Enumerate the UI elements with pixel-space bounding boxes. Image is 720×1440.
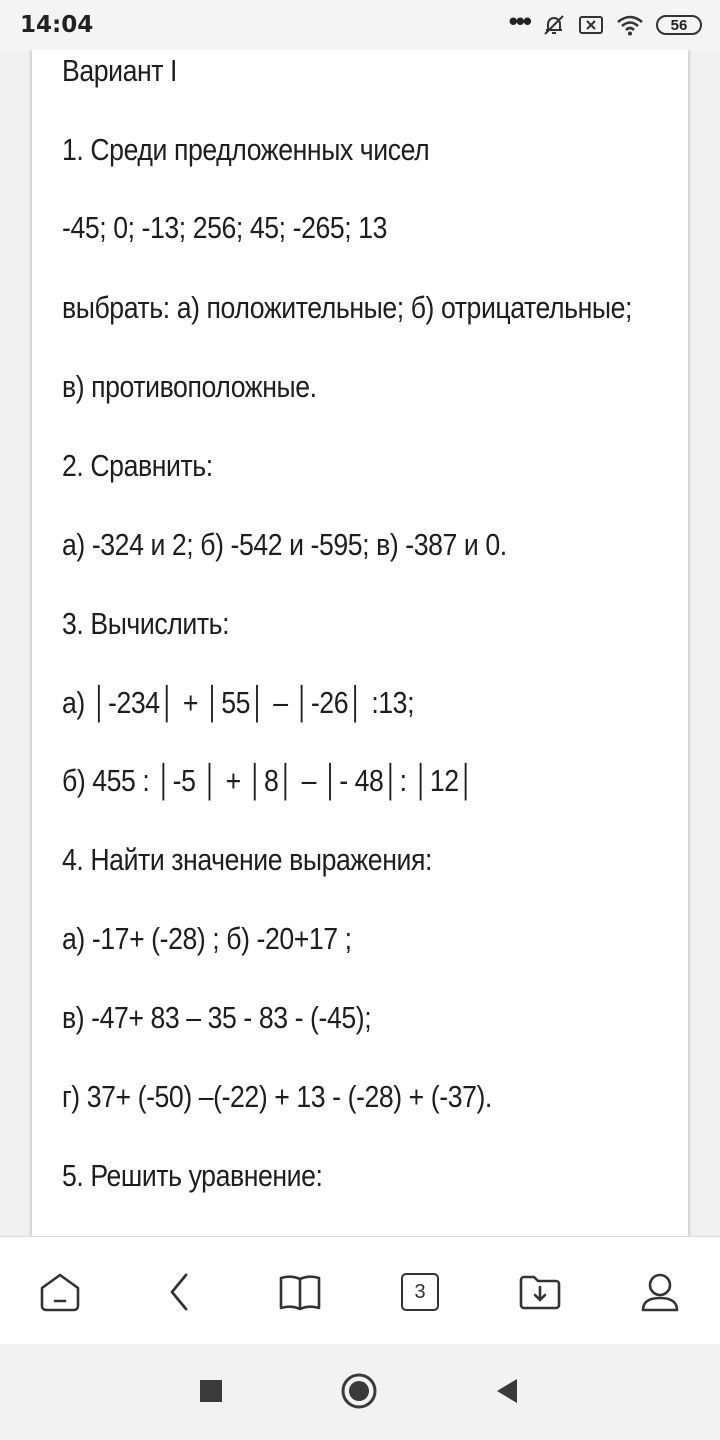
task-3-b: б) 455 : │-5 │ + │8│ – │- 48│: │12│: [62, 763, 475, 798]
recents-square-icon: [199, 1379, 223, 1403]
battery-indicator: [656, 15, 702, 35]
tabs-icon: [401, 1273, 439, 1311]
back-triangle-icon: [493, 1377, 521, 1405]
profile-button[interactable]: [635, 1267, 685, 1317]
document-page: [32, 50, 688, 1236]
document-viewer[interactable]: [0, 50, 720, 1236]
book-icon: [277, 1270, 323, 1314]
wifi-icon: [616, 14, 644, 36]
task-3-a: а) │-234│ + │55│ – │-26│ :13;: [62, 685, 415, 720]
task-4-g: г) 37+ (-50) –(-22) + 13 - (-28) + (-37).: [62, 1079, 492, 1114]
browser-bottom-nav: [0, 1236, 720, 1345]
variant-heading: Вариант I: [62, 53, 178, 88]
task-5-title: 5. Решить уравнение:: [62, 1158, 323, 1193]
task-3-title: 3. Вычислить:: [62, 606, 230, 641]
more-dots-icon: •••: [508, 6, 530, 36]
tabs-count: 3: [414, 1280, 426, 1303]
task-1-title: 1. Среди предложенных чисел: [62, 132, 430, 167]
task-2-title: 2. Сравнить:: [62, 448, 213, 483]
back-arrow-icon: [158, 1270, 202, 1314]
back-button[interactable]: [155, 1267, 205, 1317]
task-4-ab: а) -17+ (-28) ; б) -20+17 ;: [62, 921, 352, 956]
recents-button[interactable]: [190, 1370, 232, 1412]
download-folder-icon: [517, 1270, 563, 1314]
bell-muted-icon: [542, 13, 566, 37]
status-time: 14:04: [20, 12, 94, 38]
task-1-numbers: -45; 0; -13; 256; 45; -265; 13: [62, 210, 388, 245]
tabs-button[interactable]: [395, 1267, 445, 1317]
system-back-button[interactable]: [486, 1370, 528, 1412]
sim-x-icon: [578, 14, 604, 36]
battery-level: 56: [670, 16, 688, 34]
home-icon: [38, 1270, 82, 1314]
task-1-choose: выбрать: а) положительные; б) отрицательные;: [62, 290, 633, 325]
task-2-items: а) -324 и 2; б) -542 и -595; в) -387 и 0.: [62, 527, 507, 562]
profile-icon: [638, 1270, 682, 1314]
task-4-v: в) -47+ 83 – 35 - 83 - (-45);: [62, 1000, 372, 1035]
home-button[interactable]: [35, 1267, 85, 1317]
task-4-title: 4. Найти значение выражения:: [62, 842, 432, 877]
downloads-button[interactable]: [515, 1267, 565, 1317]
status-icons: [508, 6, 702, 40]
status-bar: [0, 0, 720, 50]
home-circle-icon: [340, 1372, 378, 1410]
reading-mode-button[interactable]: [275, 1267, 325, 1317]
task-1-opposite: в) противоположные.: [62, 369, 317, 404]
system-nav-bar: [0, 1344, 720, 1440]
system-home-button[interactable]: [338, 1370, 380, 1412]
